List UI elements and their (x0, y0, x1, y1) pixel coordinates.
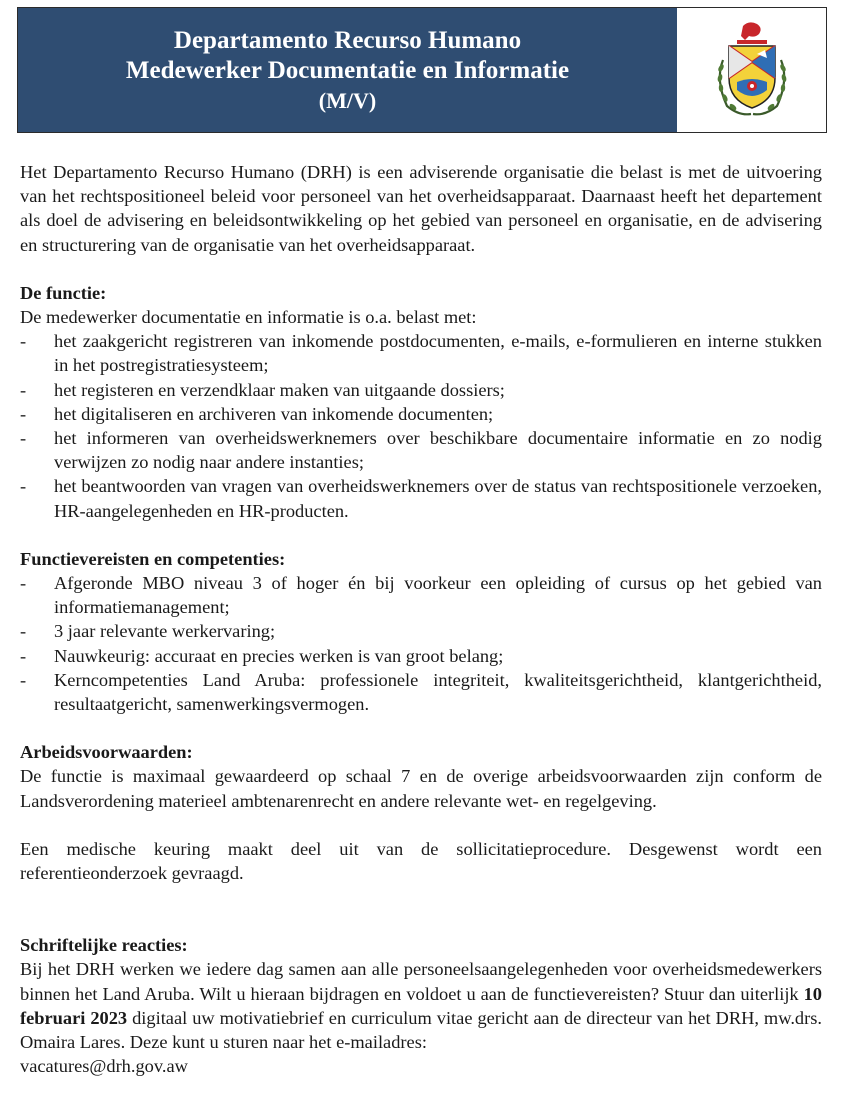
intro-paragraph: Het Departamento Recurso Humano (DRH) is een adviserende organisatie die belast is met de uitvoering van het rechtspositioneel beleid voor personeel van het overheidsapparaat. Daarnaast heeft het departement als doel de advisering en beleidsontwikkeling op het gebied van personeel en organisatie, en de advisering en structurering van de organisatie van het overheidsapparaat. (20, 162, 822, 255)
reacties-text: Bij het DRH werken we iedere dag samen aan alle personeelsaangelegenheden voor overheidsmedewerkers binnen het Land Aruba. Wilt u hieraan bijdragen en voldoet u aan de functievereisten? Stuur dan uiterlijk 10 februari 2023 digitaal uw motivatiebrief en curriculum vitae gericht aan de directeur van het DRH, mw.drs. Omaira Lares. Deze kunt u sturen naar het e-mailadres: (20, 959, 822, 1053)
aruba-coat-of-arms-icon (709, 20, 795, 120)
list-item: - het informeren van overheidswerknemers over beschikbare documentaire informatie en zo nodig verwijzen zo nodig naar andere instanties; (20, 428, 822, 473)
header-banner (17, 7, 827, 133)
voorwaarden-text: De functie is maximaal gewaardeerd op schaal 7 en de overige arbeidsvoorwaarden zijn conform de Landsverordening materieel ambtenarenrecht en andere relevante wet- en regelgeving. (20, 766, 822, 811)
list-item: - het digitaliseren en archiveren van inkomende documenten; (20, 403, 494, 424)
reacties-heading: Schriftelijke reacties: (20, 935, 188, 956)
vereisten-heading: Functievereisten en competenties: (20, 548, 286, 569)
functie-lead: De medewerker documentatie en informatie is o.a. belast met: (20, 307, 477, 328)
functie-heading: De functie: (20, 282, 107, 303)
keuring-section (20, 837, 822, 885)
logo-panel (677, 8, 826, 132)
list-item: - Nauwkeurig: accuraat en precies werken is van groot belang; (20, 645, 504, 666)
functie-list (20, 329, 822, 523)
email-address[interactable]: vacatures@drh.gov.aw (20, 1056, 188, 1077)
list-item: - het zaakgericht registreren van inkomende postdocumenten, e-mails, e-formulieren en interne stukken in het postregistratiesysteem; (20, 331, 822, 376)
keuring-text: Een medische keuring maakt deel uit van de sollicitatieprocedure. Desgewenst wordt een referentieonderzoek gevraagd. (20, 838, 822, 884)
voorwaarden-heading: Arbeidsvoorwaarden: (20, 742, 193, 763)
header-title-block (18, 8, 677, 132)
gender-note: (M/V) (318, 87, 377, 113)
reacties-section (20, 933, 822, 1078)
voorwaarden-section (20, 740, 822, 813)
list-item: - het registeren en verzendklaar maken van uitgaande dossiers; (20, 379, 505, 400)
vereisten-section (20, 547, 822, 716)
list-item: - 3 jaar relevante werkervaring; (20, 621, 276, 642)
vereisten-list (20, 571, 822, 716)
list-item: - Afgeronde MBO niveau 3 of hoger én bij voorkeur een opleiding of cursus op het gebied van informatiemanagement; (20, 573, 822, 618)
list-item: - het beantwoorden van vragen van overheidswerknemers over de status van rechtspositionele verzoeken, HR-aangelegenheden en HR-producten. (20, 476, 822, 521)
department-title: Departamento Recurso Humano (173, 26, 522, 54)
list-item: - Kerncompetenties Land Aruba: professionele integriteit, kwaliteitsgerichtheid, klantgerichtheid, resultaatgericht, samenwerkingsvermogen. (20, 669, 822, 715)
deadline-date: 10 februari 2023 (20, 983, 822, 1028)
functie-section (20, 281, 822, 523)
job-title: Medewerker Documentatie en Informatie (125, 56, 570, 84)
document-body (20, 160, 822, 1079)
